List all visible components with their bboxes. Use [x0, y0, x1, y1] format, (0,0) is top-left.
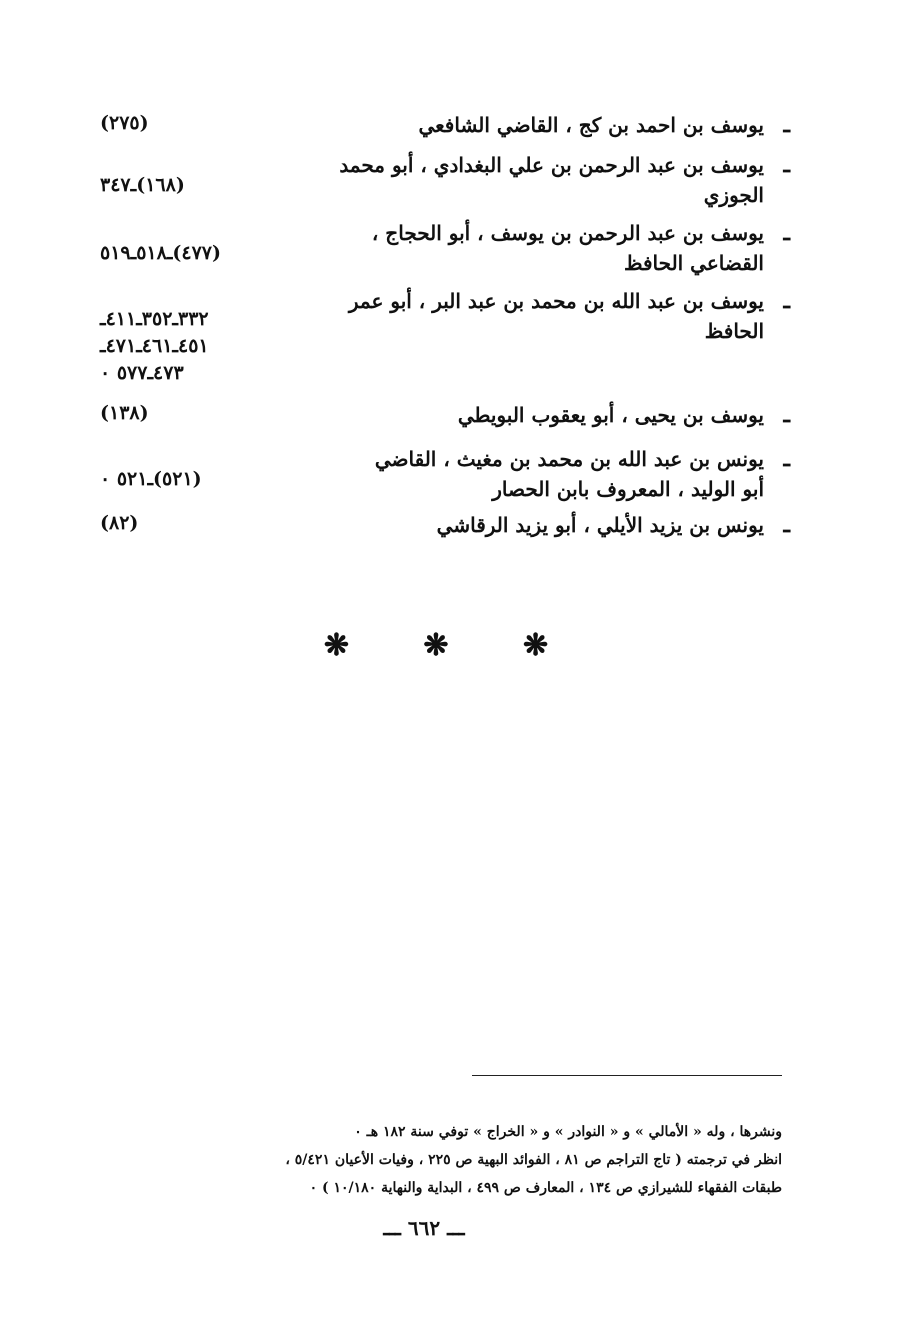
entry-dash: ـ	[783, 220, 790, 246]
index-entry-6	[100, 444, 790, 504]
index-entry-5	[100, 400, 790, 434]
index-entry-3	[100, 218, 790, 278]
entry-dash: ـ	[783, 402, 790, 428]
index-entry-2	[100, 150, 790, 210]
entry-page-refs: (١٦٨)ـ٣٤٧	[100, 174, 185, 196]
footnote-line: انظر في ترجمته ( تاج التراجم ص ٨١ ، الفوائد البهية ص ٢٢٥ ، وفيات الأعيان ٥/٤٢١ ،	[285, 1152, 782, 1168]
entry-page-refs: (٤٧٧)ـ٥١٨ـ٥١٩	[100, 242, 222, 264]
footnote-line: طبقات الفقهاء للشيرازي ص ١٣٤ ، المعارف ص ٤٩٩ ، البداية والنهاية ١٠/١٨٠ ) ٠	[309, 1180, 782, 1196]
entry-dash: ـ	[783, 288, 790, 314]
footnote-line: ونشرها ، وله « الأمالي » و « النوادر » و « الخراج » توفي سنة ١٨٢ هـ ٠	[354, 1124, 782, 1140]
index-entry-1	[100, 110, 790, 144]
entry-page-refs: (٥٢١)ـ٥٢١ ٠	[100, 468, 202, 490]
entry-page-refs: (٢٧٥)	[100, 112, 149, 134]
entry-name: يوسف بن احمد بن كج ، القاضي الشافعي	[418, 113, 764, 137]
entry-name: يوسف بن عبد الله بن محمد بن عبد البر ، أبو عمر الحافظ	[348, 289, 764, 343]
entry-dash: ـ	[783, 512, 790, 538]
entry-page-refs: ٣٣٢ـ٣٥٢ـ٤١١ـ ٤٥١ـ٤٦١ـ٤٧١ـ ٤٧٣ـ٥٧٧ ٠	[100, 308, 209, 384]
section-separator: ❋ ❋ ❋	[323, 628, 581, 663]
entry-dash: ـ	[783, 152, 790, 178]
footnote-divider	[472, 1075, 782, 1076]
entry-name: يوسف بن يحيى ، أبو يعقوب البويطي	[457, 403, 764, 427]
entry-name: يونس بن عبد الله بن محمد بن مغيث ، القاضي أبو الوليد ، المعروف بابن الحصار	[374, 447, 764, 501]
entry-dash: ـ	[783, 112, 790, 138]
page-number: ـــ ٦٦٢ ـــ	[383, 1216, 465, 1240]
entry-name: يوسف بن عبد الرحمن بن يوسف ، أبو الحجاج ، القضاعي الحافظ	[371, 221, 764, 275]
entry-page-refs: (٨٢)	[100, 512, 139, 534]
entry-name: يوسف بن عبد الرحمن بن علي البغدادي ، أبو محمد الجوزي	[339, 153, 764, 207]
footnotes	[110, 1118, 782, 1202]
index-entry-7	[100, 510, 790, 544]
entry-page-refs: (١٣٨)	[100, 402, 149, 424]
index-entry-4	[100, 286, 790, 386]
entry-dash: ـ	[783, 446, 790, 472]
entry-name: يونس بن يزيد الأيلي ، أبو يزيد الرقاشي	[436, 513, 764, 537]
